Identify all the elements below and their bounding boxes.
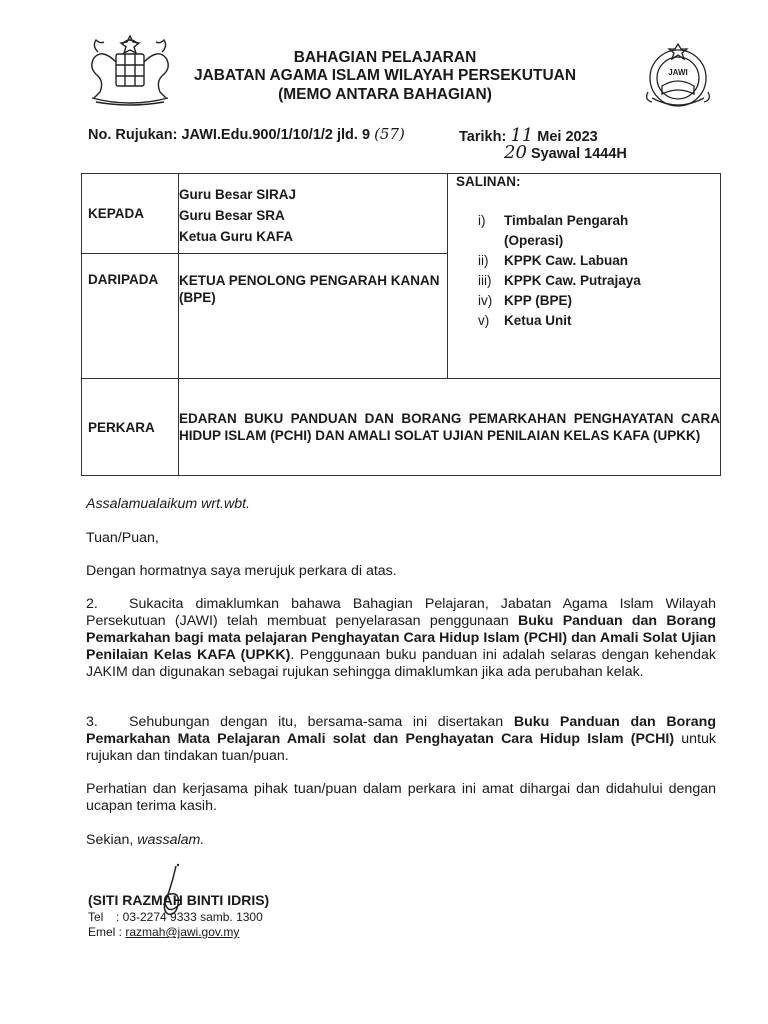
handwritten-number: (57) <box>374 125 405 143</box>
email-link[interactable]: razmah@jawi.gov.my <box>125 925 240 939</box>
kepada-label-cell <box>82 174 179 254</box>
salinan-item: v) Ketua Unit <box>478 313 572 328</box>
closing-line: Sekian, wassalam. <box>86 832 205 848</box>
hijri-date-row <box>504 142 627 163</box>
greeting-line: Tuan/Puan, <box>86 530 159 546</box>
daripada-value-cell <box>179 254 448 379</box>
memo-header-table <box>81 173 721 476</box>
reference-label: No. Rujukan: <box>88 127 178 143</box>
perkara-label-cell <box>82 379 179 476</box>
date-day-handwritten: 11 <box>510 125 534 146</box>
daripada-value: KETUA PENOLONG PENGARAH KANAN (BPE) <box>179 273 440 305</box>
kepada-line-1: Guru Besar SIRAJ <box>179 187 297 202</box>
paragraph-4: Perhatian dan kerjasama pihak tuan/puan dalam perkara ini amat dihargai dan didahului dengan ucapan terima kasih. <box>86 781 716 814</box>
kepada-value-cell <box>179 174 448 254</box>
reference-row <box>88 125 405 143</box>
daripada-label-cell <box>82 254 179 379</box>
jawi-logo-icon <box>640 40 716 116</box>
header-line-1: BAHAGIAN PELAJARAN <box>293 49 477 66</box>
salinan-label: SALINAN: <box>456 174 521 189</box>
kepada-line-2: Guru Besar SRA <box>179 208 285 223</box>
kepada-line-3: Ketua Guru KAFA <box>179 229 294 244</box>
salinan-item: iv) KPP (BPE) <box>478 293 573 308</box>
header-line-2: JABATAN AGAMA ISLAM WILAYAH PERSEKUTUAN <box>193 67 577 84</box>
daripada-label: DARIPADA <box>88 272 159 287</box>
hijri-rest: Syawal 1444H <box>530 146 627 162</box>
salinan-item: i) Timbalan Pengarah (Operasi) <box>478 213 629 248</box>
jawi-logo-text: JAWI <box>668 68 688 77</box>
signatory-name: (SITI RAZMAH BINTI IDRIS) <box>88 892 270 908</box>
date-label: Tarikh: <box>459 129 507 145</box>
salinan-list <box>478 211 720 331</box>
paragraph-3: 3. Sehubungan dengan itu, bersama-sama ini disertakan Buku Panduan dan Borang Pemarkahan Mata Pelajaran Amali solat dan Penghayatan Cara Hidup Islam (PCHI) untuk rujukan dan tindakan tuan/puan. <box>86 714 717 764</box>
kepada-label: KEPADA <box>88 206 145 221</box>
date-month-year: Mei 2023 <box>537 129 598 145</box>
email-line: Emel : razmah@jawi.gov.my <box>88 925 240 939</box>
salinan-item: iii) KPPK Caw. Putrajaya <box>478 273 641 288</box>
perkara-label: PERKARA <box>88 419 155 435</box>
hijri-day-handwritten: 20 <box>504 142 527 163</box>
salam-line: Assalamualaikum wrt.wbt. <box>86 496 250 512</box>
reference-value: JAWI.Edu.900/1/10/1/2 jld. 9 <box>181 127 371 143</box>
salinan-item: ii) KPPK Caw. Labuan <box>478 253 629 268</box>
perkara-value: EDARAN BUKU PANDUAN DAN BORANG PEMARKAHAN PENGHAYATAN CARA HIDUP ISLAM (PCHI) DAN AMALI SOLAT UJIAN PENILAIAN KELAS KAFA (UPKK) <box>179 411 720 443</box>
salinan-cell <box>448 174 721 379</box>
telephone-line: Tel : 03-2274 9333 samb. 1300 <box>88 910 263 924</box>
intro-line: Dengan hormatnya saya merujuk perkara di atas. <box>86 563 397 579</box>
header-line-3: (MEMO ANTARA BAHAGIAN) <box>278 86 492 103</box>
paragraph-2: 2. Sukacita dimaklumkan bahawa Bahagian Pelajaran, Jabatan Agama Islam Wilayah Persekutuan (JAWI) telah membuat penyelarasan penggunaan Buku Panduan dan Borang Pemarkahan bagi mata pelajaran Penghayatan Cara Hidup Islam (PCHI) dan Amali Solat Ujian Penilaian Kelas KAFA (UPKK). Penggunaan buku panduan ini adalah selaras dengan kehendak JAKIM dan digunakan sebagai rujukan sehingga dimaklumkan jika ada perubahan kelak. <box>86 596 717 680</box>
perkara-value-cell <box>179 379 721 476</box>
